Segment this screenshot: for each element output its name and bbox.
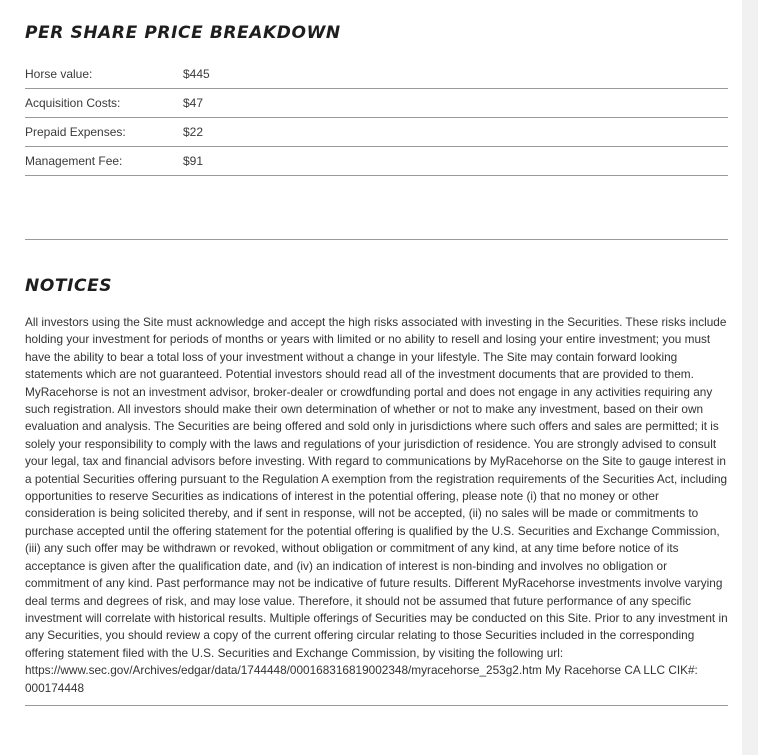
price-row-label: Management Fee: [25, 154, 123, 168]
section-divider [25, 239, 728, 240]
price-row-prepaid-expenses [25, 118, 728, 147]
price-row-label: Acquisition Costs: [25, 96, 121, 110]
price-row-management-fee [25, 147, 728, 176]
price-row-value: $47 [183, 96, 204, 110]
notices-body: All investors using the Site must acknowledge and accept the high risks associated with investing in the Securities. These risks include holding your investment for periods of months or years with limited or no ability to resell and losing your entire investment; you must have the ability to bear a total loss of your investment without a change in your lifestyle. The Site may contain forward looking statements which are not guaranteed. Potential investors should read all of the investment documents that are provided to them. MyRacehorse is not an investment advisor, broker-dealer or crowdfunding portal and does not engage in any activities requiring any such registration. All investors should make their own determination of whether or not to make any investment, based on their own evaluation and analysis. The Securities are being offered and sold only in jurisdictions where such offers and sales are permitted; it is solely your responsibility to comply with the laws and regulations of your jurisdiction of residence. You are strongly advised to consult your legal, tax and financial advisors before investing. With regard to communications by MyRacehorse on the Site to gauge interest in a potential Securities offering pursuant to the Regulation A exemption from the registration requirements of the Securities Act, including opportunities to reserve Securities as indications of interest in the potential offering, please note (i) that no money or other consideration is being solicited thereby, and if sent in response, will not be accepted, (ii) no sales will be made or commitments to purchase accepted until the offering statement for the potential offering is qualified by the U.S. Securities and Exchange Commission, (iii) any such offer may be withdrawn or revoked, without obligation or commitment of any kind, at any time before notice of its acceptance is given after the qualification date, and (iv) an indication of interest is non-binding and involves no obligation or commitment of any kind. Past performance may not be indicative of future results. Different MyRacehorse investments involve varying deal terms and degrees of risk, and may lose value. Therefore, it should not be assumed that future performance of any specific investment will correlate with historical results. Multiple offerings of Securities may be conducted on this Site. Prior to any investment in any Securities, you should review a copy of the current offering circular relating to those Securities included in the corresponding offering statement filed with the U.S. Securities and Exchange Commission, by visiting the following url: https://www.sec.gov/Archives/edgar/data/1744448/000168316819002348/myracehorse_253g2.htm My Racehorse CA LLC CIK#: 000174448 [25, 315, 728, 695]
price-row-value: $22 [183, 125, 204, 139]
notices-title: NOTICES [25, 276, 113, 296]
notices-bottom-divider [25, 705, 728, 706]
price-row-value: $91 [183, 154, 204, 168]
price-breakdown-table [25, 60, 728, 176]
price-breakdown-title: PER SHARE PRICE BREAKDOWN [25, 23, 341, 43]
price-row-label: Prepaid Expenses: [25, 125, 126, 139]
price-row-value: $445 [183, 67, 210, 81]
price-row-acquisition-costs [25, 89, 728, 118]
price-row-label: Horse value: [25, 67, 93, 81]
price-row-horse-value [25, 60, 728, 89]
